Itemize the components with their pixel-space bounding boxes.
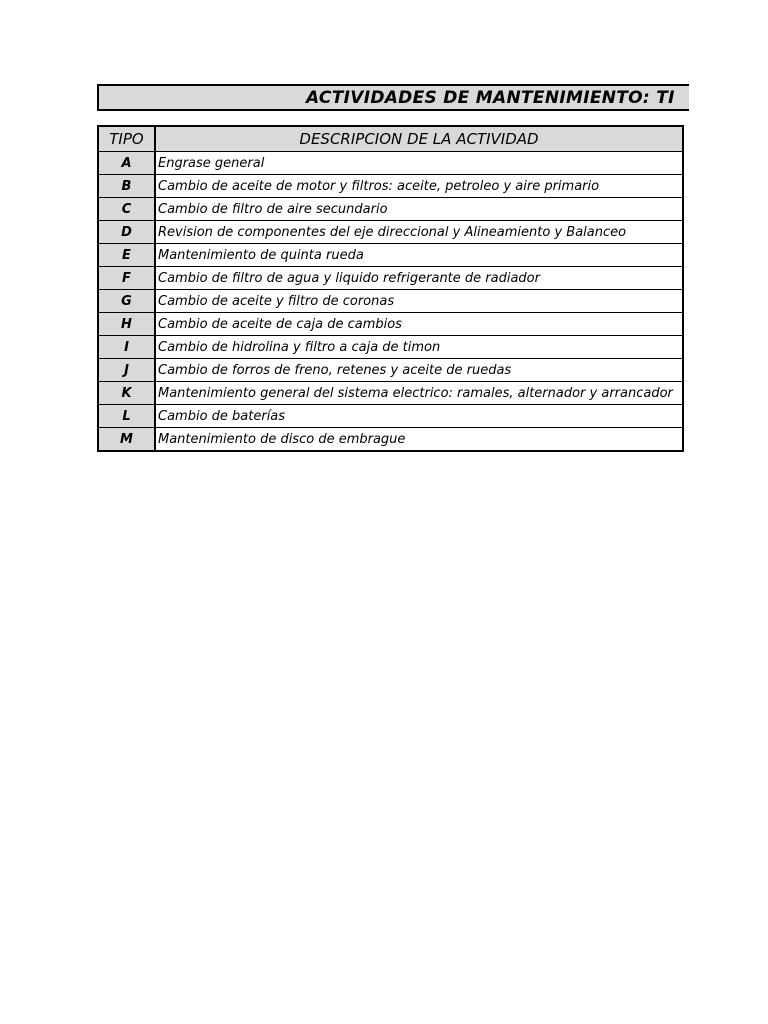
table-header-row xyxy=(98,126,683,152)
table-row xyxy=(98,221,683,244)
activities-table xyxy=(97,125,684,452)
row-descripcion: Revision de componentes del eje direccional y Alineamiento y Balanceo xyxy=(155,221,683,244)
row-descripcion: Cambio de forros de freno, retenes y aceite de ruedas xyxy=(155,359,683,382)
table-row xyxy=(98,428,683,452)
table-row xyxy=(98,382,683,405)
table-row xyxy=(98,313,683,336)
row-descripcion: Cambio de hidrolina y filtro a caja de timon xyxy=(155,336,683,359)
table-row xyxy=(98,152,683,175)
row-descripcion: Mantenimiento de quinta rueda xyxy=(155,244,683,267)
header-descripcion: DESCRIPCION DE LA ACTIVIDAD xyxy=(155,126,683,152)
table-row xyxy=(98,359,683,382)
row-descripcion: Cambio de filtro de aire secundario xyxy=(155,198,683,221)
row-tipo: H xyxy=(98,313,155,336)
row-descripcion: Cambio de aceite de caja de cambios xyxy=(155,313,683,336)
row-tipo: F xyxy=(98,267,155,290)
table-row xyxy=(98,198,683,221)
table-row xyxy=(98,244,683,267)
header-tipo: TIPO xyxy=(98,126,155,152)
row-tipo: B xyxy=(98,175,155,198)
table-row xyxy=(98,336,683,359)
row-tipo: I xyxy=(98,336,155,359)
table-row xyxy=(98,405,683,428)
row-descripcion: Cambio de baterías xyxy=(155,405,683,428)
row-descripcion: Cambio de aceite de motor y filtros: aceite, petroleo y aire primario xyxy=(155,175,683,198)
row-tipo: D xyxy=(98,221,155,244)
sheet-title: ACTIVIDADES DE MANTENIMIENTO: TI xyxy=(306,88,675,108)
row-tipo: C xyxy=(98,198,155,221)
row-tipo: J xyxy=(98,359,155,382)
row-tipo: G xyxy=(98,290,155,313)
sheet-title-bar xyxy=(97,84,689,111)
table-row xyxy=(98,175,683,198)
table-row xyxy=(98,267,683,290)
row-descripcion: Engrase general xyxy=(155,152,683,175)
row-tipo: K xyxy=(98,382,155,405)
table-row xyxy=(98,290,683,313)
row-descripcion: Cambio de filtro de agua y liquido refrigerante de radiador xyxy=(155,267,683,290)
row-tipo: L xyxy=(98,405,155,428)
row-descripcion: Cambio de aceite y filtro de coronas xyxy=(155,290,683,313)
row-tipo: E xyxy=(98,244,155,267)
row-descripcion: Mantenimiento general del sistema electrico: ramales, alternador y arrancador xyxy=(155,382,683,405)
row-tipo: M xyxy=(98,428,155,452)
row-tipo: A xyxy=(98,152,155,175)
row-descripcion: Mantenimiento de disco de embrague xyxy=(155,428,683,452)
